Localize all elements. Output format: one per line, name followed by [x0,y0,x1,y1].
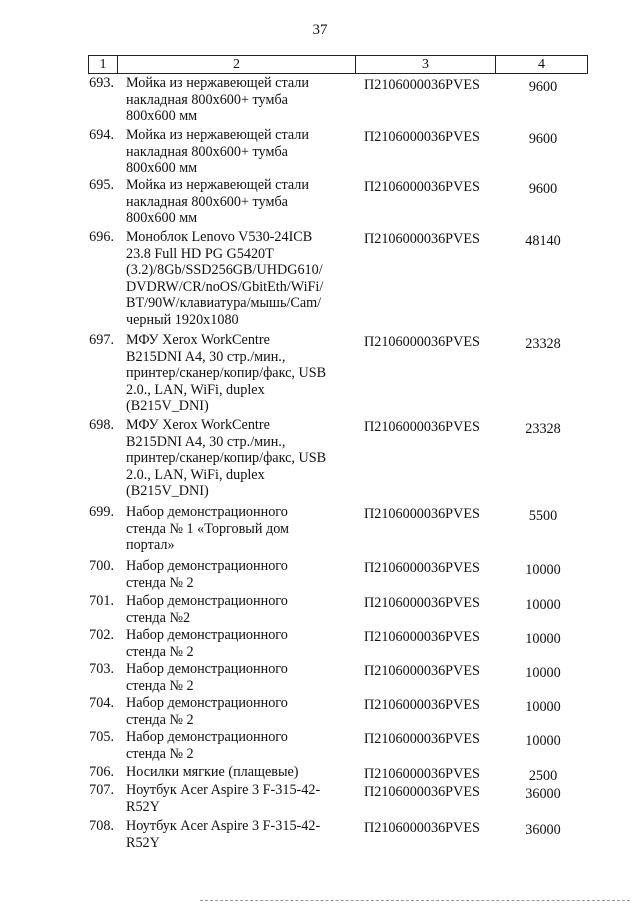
item-code: П2106000036PVES [364,129,480,145]
item-amount: 9600 [528,181,558,197]
table-row [88,764,588,782]
item-name: МФУ Xerox WorkCentre B215DNI A4, 30 стр./мин., принтер/сканер/копир/факс, USB 2.0., LAN, WiFi, duplex (B215V_DNI) [126,332,327,415]
item-code: П2106000036PVES [364,697,480,713]
header-col-3: 3 [356,56,496,73]
item-code: П2106000036PVES [364,663,480,679]
item-name: Набор демонстрационного стенда № 1 «Торговый дом портал» [126,504,290,554]
row-number: 701. [89,593,114,609]
item-code: П2106000036PVES [364,334,480,350]
row-number: 703. [89,661,114,677]
item-amount: 10000 [525,699,561,715]
row-number: 698. [89,417,114,433]
inventory-table [88,55,588,854]
item-name: Набор демонстрационного стенда № 2 [126,558,288,591]
table-row [88,661,588,695]
item-code: П2106000036PVES [364,506,480,522]
item-name: Мойка из нержавеющей стали накладная 800x600+ тумба 800x600 мм [126,177,309,227]
table-row [88,75,588,127]
item-amount: 10000 [525,597,561,613]
item-code: П2106000036PVES [364,731,480,747]
row-number: 706. [89,764,114,780]
table-row [88,417,588,504]
row-number: 702. [89,627,114,643]
item-code: П2106000036PVES [364,231,480,247]
item-amount: 5500 [528,508,558,524]
item-amount: 23328 [525,336,561,352]
item-code: П2106000036PVES [364,784,480,800]
item-name: Набор демонстрационного стенда № 2 [126,661,288,694]
page-number: 37 [312,22,328,38]
table-row [88,177,588,229]
item-name: Мойка из нержавеющей стали накладная 800x600+ тумба 800x600 мм [126,127,309,177]
item-amount: 23328 [525,421,561,437]
header-col-2: 2 [118,56,356,73]
item-name: Набор демонстрационного стенда №2 [126,593,288,626]
item-name: МФУ Xerox WorkCentre B215DNI A4, 30 стр./мин., принтер/сканер/копир/факс, USB 2.0., LAN, WiFi, duplex (B215V_DNI) [126,417,327,500]
row-number: 700. [89,558,114,574]
item-name: Моноблок Lenovo V530-24ICB 23.8 Full HD PG G5420T (3.2)/8Gb/SSD256GB/UHDG610/ DVDRW/CR/noOS/GbitEth/WiFi/ BT/90W/клавиатура/мышь/Cam/ черный 1920x1080 [126,229,324,328]
row-number: 704. [89,695,114,711]
row-number: 693. [89,75,114,91]
item-name: Набор демонстрационного стенда № 2 [126,729,288,762]
item-name: Носилки мягкие (плащевые) [126,764,299,780]
row-number: 708. [89,818,114,834]
table-row [88,558,588,593]
item-code: П2106000036PVES [364,820,480,836]
table-row [88,818,588,854]
item-amount: 36000 [525,786,561,802]
row-number: 697. [89,332,114,348]
row-number: 696. [89,229,114,245]
item-name: Мойка из нержавеющей стали накладная 800x600+ тумба 800x600 мм [126,75,309,125]
table-body [88,75,588,854]
table-row [88,729,588,764]
table-row [88,127,588,177]
item-code: П2106000036PVES [364,560,480,576]
item-amount: 2500 [528,768,558,784]
item-amount: 36000 [525,822,561,838]
table-row [88,782,588,818]
row-number: 705. [89,729,114,745]
header-col-4: 4 [496,56,588,73]
table-row [88,695,588,729]
item-code: П2106000036PVES [364,629,480,645]
row-number: 694. [89,127,114,143]
table-header-row [88,55,588,74]
item-name: Набор демонстрационного стенда № 2 [126,695,288,728]
item-code: П2106000036PVES [364,419,480,435]
item-name: Ноутбук Acer Aspire 3 F-315-42- R52Y [126,782,321,815]
item-amount: 10000 [525,733,561,749]
item-code: П2106000036PVES [364,595,480,611]
item-amount: 48140 [525,233,561,249]
header-col-1: 1 [88,56,118,73]
table-row [88,229,588,332]
footer-divider [200,900,630,901]
row-number: 707. [89,782,114,798]
table-row [88,504,588,558]
item-amount: 10000 [525,562,561,578]
item-code: П2106000036PVES [364,766,480,782]
row-number: 695. [89,177,114,193]
item-amount: 10000 [525,631,561,647]
item-code: П2106000036PVES [364,179,480,195]
table-row [88,627,588,661]
item-name: Набор демонстрационного стенда № 2 [126,627,288,660]
item-amount: 9600 [528,131,558,147]
item-amount: 9600 [528,79,558,95]
item-name: Ноутбук Acer Aspire 3 F-315-42- R52Y [126,818,321,851]
row-number: 699. [89,504,114,520]
item-code: П2106000036PVES [364,77,480,93]
table-row [88,332,588,417]
item-amount: 10000 [525,665,561,681]
table-row [88,593,588,627]
